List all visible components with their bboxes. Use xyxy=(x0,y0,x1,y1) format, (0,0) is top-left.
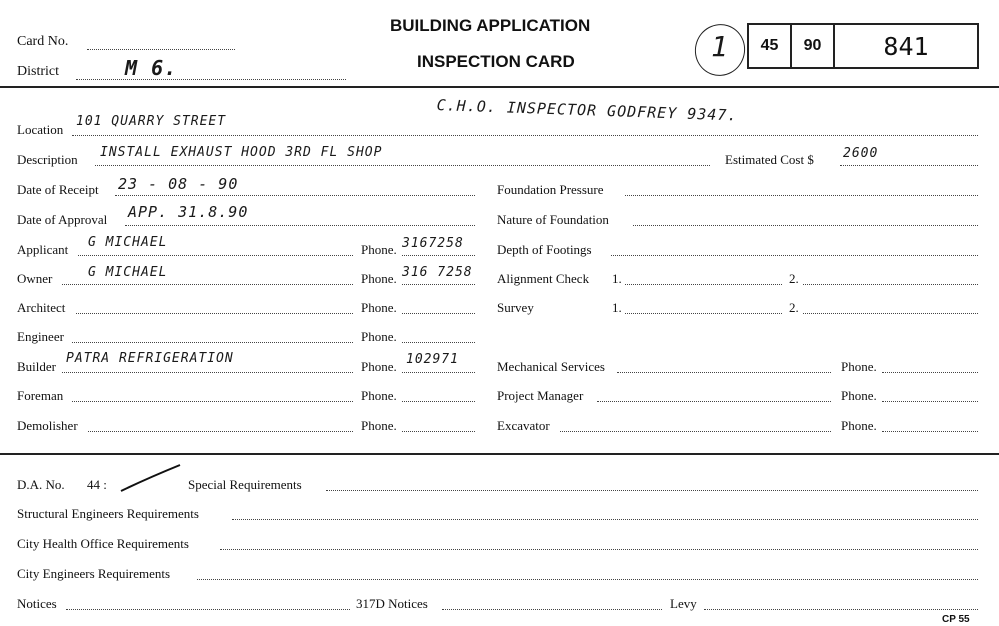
excavator-label: Excavator xyxy=(497,418,550,433)
applicant-phone-value: 3167258 xyxy=(402,236,464,251)
owner-field[interactable] xyxy=(62,284,353,285)
survey-num-2: 2. xyxy=(789,300,799,315)
builder-phone-label: Phone. xyxy=(361,359,397,374)
demolisher-phone-label: Phone. xyxy=(361,418,397,433)
alignment-check-1-field[interactable] xyxy=(625,284,782,285)
demolisher-phone-field[interactable] xyxy=(402,431,475,432)
foundation-pressure-label: Foundation Pressure xyxy=(497,182,604,197)
excavator-phone-label: Phone. xyxy=(841,418,877,433)
district-value: M 6. xyxy=(125,56,178,80)
da-no-value: 44 : xyxy=(87,477,107,492)
builder-field[interactable] xyxy=(62,372,353,373)
levy-label: Levy xyxy=(670,596,697,611)
survey-label: Survey xyxy=(497,300,534,315)
builder-phone-field[interactable] xyxy=(402,372,475,373)
mechanical-phone-label: Phone. xyxy=(841,359,877,374)
notices-label: Notices xyxy=(17,596,57,611)
architect-label: Architect xyxy=(17,300,66,315)
notices-317d-label: 317D Notices xyxy=(356,596,428,611)
project-manager-field[interactable] xyxy=(597,401,831,402)
depth-footings-field[interactable] xyxy=(611,255,978,256)
card-no-label: Card No. xyxy=(17,34,69,49)
date-approval-value: APP. 31.8.90 xyxy=(128,203,249,221)
notices-field[interactable] xyxy=(66,609,350,610)
mechanical-phone-field[interactable] xyxy=(882,372,978,373)
owner-phone-label: Phone. xyxy=(361,271,397,286)
excavator-field[interactable] xyxy=(560,431,831,432)
check-stroke-mark xyxy=(118,462,184,494)
demolisher-field[interactable] xyxy=(88,431,353,432)
survey-2-field[interactable] xyxy=(803,313,978,314)
foundation-pressure-field[interactable] xyxy=(625,195,978,196)
description-value: INSTALL EXHAUST HOOD 3RD FL SHOP xyxy=(100,145,383,160)
card-no-field[interactable] xyxy=(87,49,235,50)
notices-317d-field[interactable] xyxy=(442,609,662,610)
location-field[interactable] xyxy=(72,135,978,136)
card-box-number: 841 xyxy=(833,23,979,69)
date-approval-label: Date of Approval xyxy=(17,212,108,227)
estimated-cost-field[interactable] xyxy=(840,165,978,166)
structural-engineers-field[interactable] xyxy=(232,519,978,520)
architect-phone-label: Phone. xyxy=(361,300,397,315)
estimated-cost-label: Estimated Cost $ xyxy=(725,152,814,167)
excavator-phone-field[interactable] xyxy=(882,431,978,432)
owner-value: G MICHAEL xyxy=(88,265,168,280)
inspector-note: C.H.O. INSPECTOR GODFREY 9347. xyxy=(436,96,738,125)
architect-phone-field[interactable] xyxy=(402,313,475,314)
project-manager-label: Project Manager xyxy=(497,388,584,403)
alignment-num-1: 1. xyxy=(612,271,622,286)
owner-phone-field[interactable] xyxy=(402,284,475,285)
circled-number: 1 xyxy=(711,30,729,63)
survey-num-1: 1. xyxy=(612,300,622,315)
section-divider xyxy=(0,453,999,455)
builder-value: PATRA REFRIGERATION xyxy=(66,351,234,366)
alignment-check-2-field[interactable] xyxy=(803,284,978,285)
foreman-phone-label: Phone. xyxy=(361,388,397,403)
city-engineers-field[interactable] xyxy=(197,579,978,580)
alignment-num-2: 2. xyxy=(789,271,799,286)
applicant-field[interactable] xyxy=(78,255,353,256)
depth-footings-label: Depth of Footings xyxy=(497,242,592,257)
date-approval-field[interactable] xyxy=(125,225,475,226)
nature-foundation-field[interactable] xyxy=(633,225,978,226)
date-receipt-field[interactable] xyxy=(115,195,475,196)
title-line-2: INSPECTION CARD xyxy=(417,52,575,71)
project-manager-phone-label: Phone. xyxy=(841,388,877,403)
survey-1-field[interactable] xyxy=(625,313,782,314)
header-divider xyxy=(0,86,999,88)
builder-label: Builder xyxy=(17,359,56,374)
alignment-check-label: Alignment Check xyxy=(497,271,590,286)
owner-phone-value: 316 7258 xyxy=(402,265,473,280)
location-label: Location xyxy=(17,122,64,137)
demolisher-label: Demolisher xyxy=(17,418,78,433)
city-engineers-label: City Engineers Requirements xyxy=(17,566,171,581)
city-health-field[interactable] xyxy=(220,549,978,550)
foreman-label: Foreman xyxy=(17,388,64,403)
special-requirements-field[interactable] xyxy=(326,490,978,491)
card-box-a: 45 xyxy=(747,23,792,69)
da-no-label: D.A. No. xyxy=(17,477,65,492)
owner-label: Owner xyxy=(17,271,53,286)
card-box-b: 90 xyxy=(790,23,835,69)
district-label: District xyxy=(17,64,59,79)
applicant-label: Applicant xyxy=(17,242,69,257)
structural-engineers-label: Structural Engineers Requirements xyxy=(17,506,199,521)
city-health-label: City Health Office Requirements xyxy=(17,536,189,551)
levy-field[interactable] xyxy=(704,609,978,610)
builder-phone-value: 102971 xyxy=(406,352,459,367)
description-label: Description xyxy=(17,152,78,167)
architect-field[interactable] xyxy=(76,313,353,314)
location-value: 101 QUARRY STREET xyxy=(76,114,227,129)
form-code: CP 55 xyxy=(942,614,970,625)
special-requirements-label: Special Requirements xyxy=(188,477,302,492)
applicant-phone-label: Phone. xyxy=(361,242,397,257)
foreman-phone-field[interactable] xyxy=(402,401,475,402)
date-receipt-value: 23 - 08 - 90 xyxy=(118,175,239,193)
engineer-phone-label: Phone. xyxy=(361,329,397,344)
district-field[interactable] xyxy=(76,79,346,80)
applicant-phone-field[interactable] xyxy=(402,255,475,256)
project-manager-phone-field[interactable] xyxy=(882,401,978,402)
estimated-cost-value: 2600 xyxy=(843,146,879,161)
date-receipt-label: Date of Receipt xyxy=(17,182,99,197)
engineer-field[interactable] xyxy=(72,342,353,343)
title-line-1: BUILDING APPLICATION xyxy=(390,16,591,35)
nature-foundation-label: Nature of Foundation xyxy=(497,212,609,227)
foreman-field[interactable] xyxy=(72,401,353,402)
description-field[interactable] xyxy=(95,165,710,166)
applicant-value: G MICHAEL xyxy=(88,235,168,250)
mechanical-field[interactable] xyxy=(617,372,831,373)
mechanical-label: Mechanical Services xyxy=(497,359,605,374)
engineer-label: Engineer xyxy=(17,329,64,344)
engineer-phone-field[interactable] xyxy=(402,342,475,343)
